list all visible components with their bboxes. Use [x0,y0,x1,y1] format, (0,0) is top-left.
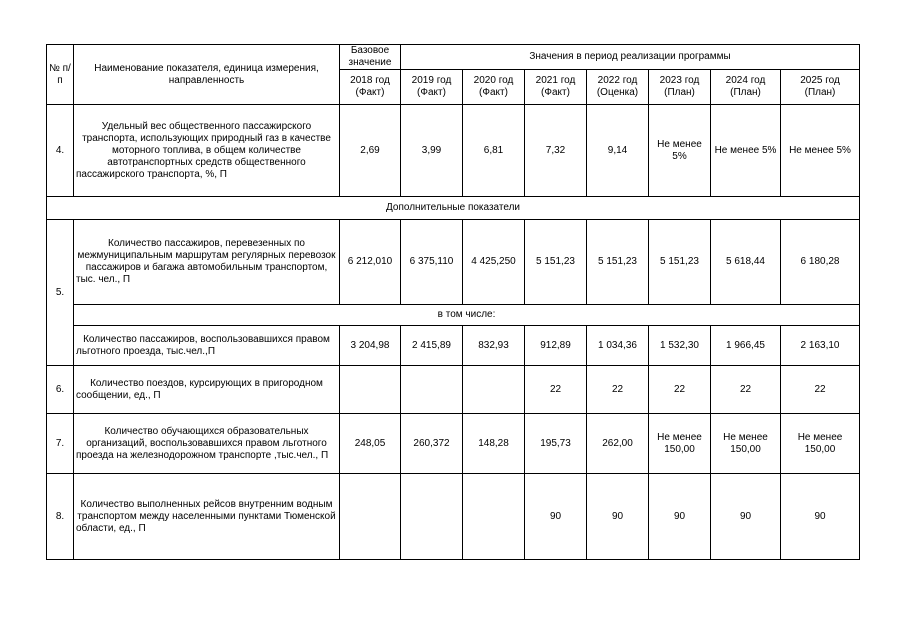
value-cell-8: Не менее 5% [781,105,860,197]
table-row [47,414,860,474]
value-cell-4: 22 [525,366,587,414]
header-base: Базовое значение [340,45,401,70]
table-row [47,220,860,305]
header-year-6 [649,70,711,105]
indicator-name: Количество пассажиров, воспользовавшихся правом льготного проезда, тыс.чел.,П [74,326,340,366]
value-cell-6: Не менее 150,00 [649,414,711,474]
header-year-kind: (План) [664,87,695,98]
header-year-1 [340,70,401,105]
value-cell-3: 832,93 [463,326,525,366]
header-year-kind: (План) [804,87,836,98]
row-number: 6. [47,366,74,414]
value-cell-5: 1 034,36 [587,326,649,366]
header-name: Наименование показателя, единица измерения, направленность [74,45,340,105]
header-year-kind: (План) [730,87,761,98]
header-year-label: 2024 год [725,75,766,86]
header-year-label: 2022 год [597,75,638,86]
header-year-kind: (Факт) [541,87,570,98]
indicator-name: Количество выполненных рейсов внутренним водным транспортом между населенными пунктами Тюменской области, ед., П [74,474,340,560]
value-cell-2: 3,99 [401,105,463,197]
table-row [47,366,860,414]
value-cell-2: 2 415,89 [401,326,463,366]
value-cell-1 [340,366,401,414]
header-year-label: 2023 год [659,75,700,86]
value-cell-8: 90 [781,474,860,560]
value-cell-1 [340,474,401,560]
header-period: Значения в период реализации программы [401,45,860,70]
value-cell-4: 5 151,23 [525,220,587,305]
header-year-8 [781,70,860,105]
value-cell-8: 6 180,28 [781,220,860,305]
row-number: 5. [47,220,74,366]
value-cell-1: 2,69 [340,105,401,197]
header-num: № п/п [47,45,74,105]
value-cell-3 [463,366,525,414]
indicator-name: Удельный вес общественного пассажирского транспорта, использующих природный газ в качестве моторного топлива, в общем количестве автотранспортных средств общественного пассажирского транспорта, %, П [74,105,340,197]
header-row-1 [47,45,860,70]
header-year-label: 2019 год [411,75,452,86]
value-cell-3: 4 425,250 [463,220,525,305]
value-cell-4: 195,73 [525,414,587,474]
row-number: 8. [47,474,74,560]
table-row [47,474,860,560]
value-cell-2: 6 375,110 [401,220,463,305]
header-year-label: 2021 год [535,75,576,86]
value-cell-4: 912,89 [525,326,587,366]
value-cell-6: 22 [649,366,711,414]
value-cell-4: 7,32 [525,105,587,197]
table-row [47,326,860,366]
header-year-label: 2025 год [800,75,840,86]
value-cell-5: 262,00 [587,414,649,474]
header-year-4 [525,70,587,105]
header-year-kind: (Факт) [355,87,385,98]
value-cell-7: 1 966,45 [711,326,781,366]
value-cell-1: 248,05 [340,414,401,474]
value-cell-2 [401,474,463,560]
indicator-name: Количество поездов, курсирующих в пригородном сообщении, ед., П [74,366,340,414]
value-cell-6: 90 [649,474,711,560]
value-cell-6: 5 151,23 [649,220,711,305]
value-cell-3 [463,474,525,560]
including-label: в том числе: [74,305,860,326]
value-cell-4: 90 [525,474,587,560]
header-year-2 [401,70,463,105]
indicators-table [46,44,860,560]
header-year-label: 2020 год [473,75,514,86]
value-cell-8: 22 [781,366,860,414]
value-cell-6: Не менее 5% [649,105,711,197]
value-cell-7: 90 [711,474,781,560]
value-cell-7: Не менее 150,00 [711,414,781,474]
value-cell-5: 5 151,23 [587,220,649,305]
value-cell-7: 5 618,44 [711,220,781,305]
value-cell-3: 6,81 [463,105,525,197]
value-cell-5: 90 [587,474,649,560]
value-cell-6: 1 532,30 [649,326,711,366]
header-year-kind: (Факт) [479,87,508,98]
header-year-kind: (Факт) [417,87,446,98]
value-cell-7: Не менее 5% [711,105,781,197]
value-cell-8: Не менее 150,00 [781,414,860,474]
value-cell-7: 22 [711,366,781,414]
header-year-7 [711,70,781,105]
value-cell-1: 3 204,98 [340,326,401,366]
including-row [47,305,860,326]
row-number: 4. [47,105,74,197]
value-cell-1: 6 212,010 [340,220,401,305]
table-row [47,105,860,197]
value-cell-2 [401,366,463,414]
value-cell-5: 22 [587,366,649,414]
value-cell-8: 2 163,10 [781,326,860,366]
section-title: Дополнительные показатели [47,197,860,220]
indicator-name: Количество пассажиров, перевезенных по межмуниципальным маршрутам регулярных перевозок пассажиров и багажа автомобильным транспортом, тыс. чел., П [74,220,340,305]
header-year-5 [587,70,649,105]
indicator-name: Количество обучающихся образовательных организаций, воспользовавшихся правом льготного проезда на железнодорожном транспорте ,тыс.чел., П [74,414,340,474]
section-row [47,197,860,220]
header-year-label: 2018 год [350,75,390,86]
header-year-3 [463,70,525,105]
value-cell-2: 260,372 [401,414,463,474]
value-cell-3: 148,28 [463,414,525,474]
row-number: 7. [47,414,74,474]
table-body [47,45,860,560]
value-cell-5: 9,14 [587,105,649,197]
header-year-kind: (Оценка) [596,87,639,98]
